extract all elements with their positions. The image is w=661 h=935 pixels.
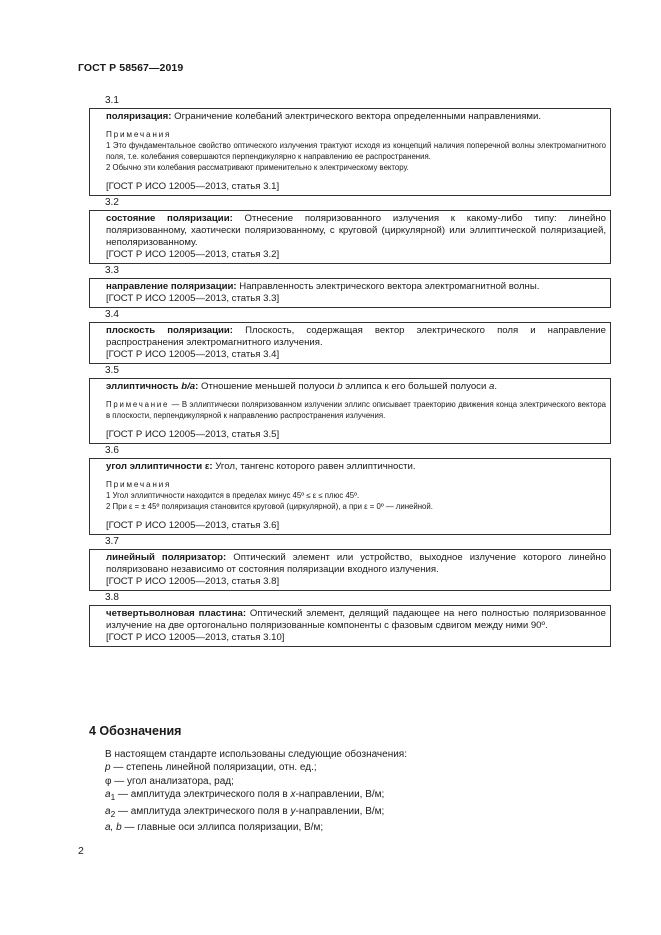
term-number: 3.6	[105, 445, 119, 456]
term-definition	[106, 325, 606, 349]
symbol-item: $a_2$ — амплитуда электрического поля в y-направлении, В/м;	[105, 805, 385, 819]
term-number: 3.4	[105, 309, 119, 320]
term-entry-3-1	[89, 94, 611, 196]
term-definition	[106, 111, 606, 123]
note-item: 1 Это фундаментальное свойство оптического излучения трактуют исходя из концепций наличия поперечной волны электромагнитного поля, т.е. колебания совершаются перпендикулярно к направлению ее распространения.	[106, 141, 606, 161]
term-name: поляризация:	[106, 111, 172, 122]
note-item: 2 Обычно эти колебания рассматривают применительно к электрическому вектору.	[106, 163, 409, 172]
term-entry-3-3	[89, 264, 611, 308]
terms-list	[89, 94, 611, 647]
term-number: 3.5	[105, 365, 119, 376]
term-name: состояние поляризации:	[106, 213, 233, 224]
note-item: 1 Угол эллиптичности находится в пределах минус 45º ≤ ε ≤ плюс 45º.	[106, 491, 360, 500]
notes-heading: Примечания	[106, 130, 172, 139]
term-source: [ГОСТ Р ИСО 12005—2013, статья 3.5]	[106, 429, 280, 440]
term-definition	[106, 461, 606, 473]
term-number: 3.1	[105, 95, 119, 106]
term-box	[89, 549, 611, 591]
term-number: 3.8	[105, 592, 119, 603]
note-label: Примечание	[106, 400, 170, 409]
term-source: [ГОСТ Р ИСО 12005—2013, статья 3.6]	[106, 520, 280, 531]
term-entry-3-8	[89, 591, 611, 647]
term-name: направление поляризации:	[106, 281, 237, 292]
term-definition	[106, 281, 606, 293]
term-name: линейный поляризатор:	[106, 552, 227, 563]
document-header: ГОСТ Р 58567—2019	[78, 62, 184, 74]
term-entry-3-7	[89, 535, 611, 591]
term-source: [ГОСТ Р ИСО 12005—2013, статья 3.8]	[106, 576, 280, 587]
term-box	[89, 322, 611, 364]
definition-text: Отнесение поляризованного излучения к какому-либо типу: линейно поляризованному, хаотически поляризованному, с круговой (циркулярной) или эллиптической поляризацией, неполяризованному.	[106, 213, 606, 248]
term-box	[89, 210, 611, 264]
definition-text: Оптический элемент, делящий падающее на него полностью поляризованное излучение на две ортогонально поляризованные компоненты с фазовым сдвигом между ними 90º.	[106, 608, 606, 631]
note-item: 2 При ε = ± 45º поляризация становится круговой (циркулярной), а при ε = 0º — линейной.	[106, 502, 433, 511]
term-source: [ГОСТ Р ИСО 12005—2013, статья 3.2]	[106, 249, 280, 260]
notes-heading: Примечания	[106, 480, 172, 489]
term-name: плоскость поляризации:	[106, 325, 233, 336]
term-source: [ГОСТ Р ИСО 12005—2013, статья 3.4]	[106, 349, 280, 360]
term-source: [ГОСТ Р ИСО 12005—2013, статья 3.1]	[106, 181, 280, 192]
definition-text: Плоскость, содержащая вектор электрического поля и направление распространения электромагнитного излучения.	[106, 325, 606, 348]
term-name: четвертьволновая пластина:	[106, 608, 247, 619]
section-intro: В настоящем стандарте использованы следующие обозначения:	[105, 749, 408, 760]
term-box	[89, 458, 611, 535]
term-source: [ГОСТ Р ИСО 12005—2013, статья 3.3]	[106, 293, 280, 304]
term-entry-3-2	[89, 196, 611, 264]
definition-text: Угол, тангенс которого равен эллиптичности.	[215, 461, 416, 472]
definition-text: Направленность электрического вектора электромагнитной волны.	[239, 281, 540, 292]
term-name: эллиптичность b/a:	[106, 381, 199, 392]
section-title: 4 Обозначения	[89, 724, 182, 738]
term-number: 3.3	[105, 265, 119, 276]
definition-text: Ограничение колебаний электрического вектора определенными направлениями.	[174, 111, 542, 122]
term-box	[89, 278, 611, 308]
term-source: [ГОСТ Р ИСО 12005—2013, статья 3.10]	[106, 632, 285, 643]
term-definition: эллиптичность b/a: Отношение меньшей полуоси b эллипса к его большей полуоси a.	[106, 381, 497, 392]
term-box	[89, 605, 611, 647]
term-name: угол эллиптичности ε:	[106, 461, 213, 472]
section-4	[89, 724, 611, 834]
note-item	[106, 399, 606, 421]
term-box	[89, 108, 611, 196]
symbol-item: $a_1$ — амплитуда электрического поля в x-направлении, В/м;	[105, 789, 385, 803]
term-entry-3-6	[89, 444, 611, 535]
symbol-item: φ — угол анализатора, рад;	[105, 775, 234, 787]
term-entry-3-4	[89, 308, 611, 364]
term-definition	[106, 608, 606, 632]
note-text: — В эллиптически поляризованном излучении эллипс описывает траекторию движения конца электрического вектора в плоскости, перпендикулярной к направлению распространения излучения.	[106, 400, 606, 420]
term-definition	[106, 213, 606, 249]
definition-text: Оптический элемент или устройство, выходное излучение которого линейно поляризовано независимо от состояния поляризации входного излучения.	[106, 552, 606, 575]
term-entry-3-5	[89, 364, 611, 444]
term-box	[89, 378, 611, 444]
term-number: 3.7	[105, 536, 119, 547]
symbol-item: p — степень линейной поляризации, отн. ед.;	[105, 762, 317, 774]
term-definition	[106, 552, 606, 576]
term-number: 3.2	[105, 197, 119, 208]
symbol-item: a, b — главные оси эллипса поляризации, В/м;	[105, 822, 324, 834]
page-number: 2	[78, 845, 84, 857]
